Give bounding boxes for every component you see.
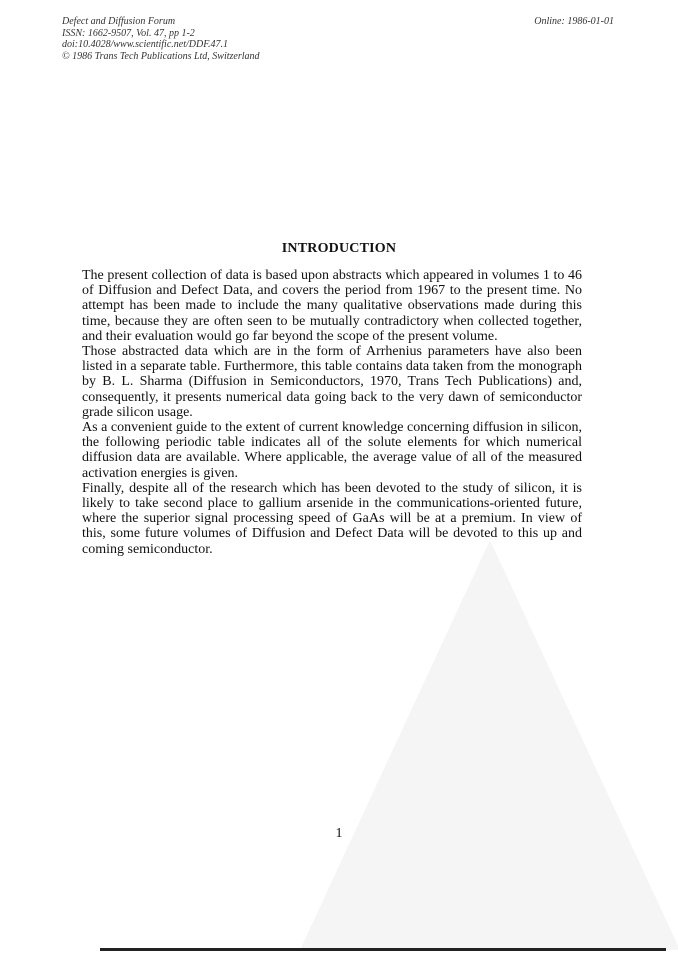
issn-line: ISSN: 1662-9507, Vol. 47, pp 1-2 — [62, 27, 195, 39]
copyright-line: © 1986 Trans Tech Publications Ltd, Switzerland — [62, 50, 260, 62]
page-number: 1 — [335, 826, 343, 841]
paragraph: Those abstracted data which are in the form of Arrhenius parameters have also been listed in a separate table. Furthermore, this table contains data taken from the monograph by B. L. Sharma (Diffusion in Semiconductors, 1970, Trans Tech Publications) and, consequently, it presents numerical data going back to the very dawn of semiconductor grade silicon usage. — [82, 344, 582, 420]
paragraph: The present collection of data is based upon abstracts which appeared in volumes 1 to 46 of Diffusion and Defect Data, and covers the period from 1967 to the present time. No attempt has been made to include the many qualitative observations made during this time, because they are often seen to be mutually contradictory when collected together, and their evaluation would go far beyond the scope of the present volume. — [82, 268, 582, 344]
publication-header — [62, 16, 260, 62]
page-title: INTRODUCTION — [281, 241, 397, 256]
doi-line[interactable]: doi:10.4028/www.scientific.net/DDF.47.1 — [62, 39, 229, 50]
online-date: Online: 1986-01-01 — [534, 16, 614, 27]
paragraph: As a convenient guide to the extent of current knowledge concerning diffusion in silicon, the following periodic table indicates all of the solute elements for which numerical diffusion data are available. Where applicable, the average value of all of the measured activation energies is given. — [82, 420, 582, 481]
bottom-rule — [100, 948, 666, 951]
paragraph: Finally, despite all of the research which has been devoted to the study of silicon, it is likely to take second place to gallium arsenide in the communications-oriented future, where the superior signal processing speed of GaAs will be at a premium. In view of this, some future volumes of Diffusion and Defect Data will be devoted to this up and coming semiconductor. — [82, 480, 582, 557]
journal-name: Defect and Diffusion Forum — [62, 16, 176, 27]
body-text — [82, 268, 582, 557]
background-watermark — [300, 540, 678, 950]
